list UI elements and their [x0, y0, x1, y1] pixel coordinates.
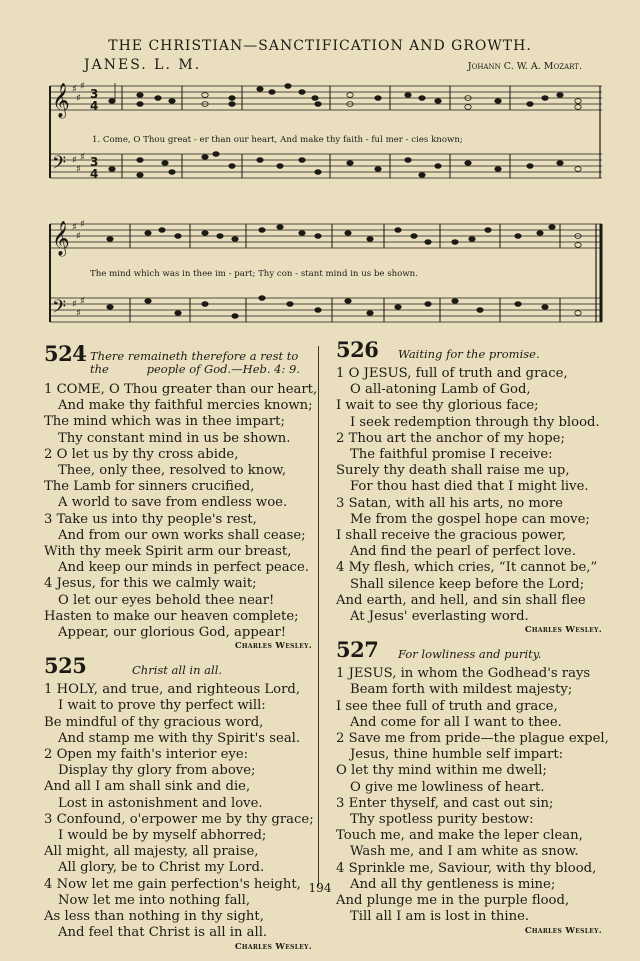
page-number: 194	[308, 881, 332, 895]
svg-text:3: 3	[90, 155, 99, 169]
hymn-subtitle: There remaineth therefore a rest to the	[90, 349, 299, 376]
verse-line: For thou hast died that I might live.	[350, 479, 589, 495]
verse-line: At Jesus' everlasting word.	[350, 609, 529, 625]
verse-line: I seek redemption through thy blood.	[350, 414, 600, 430]
column-divider	[318, 346, 319, 886]
verse-line: The Lamb for sinners crucified,	[44, 479, 255, 495]
treble-clef-icon: 𝄞	[52, 83, 70, 118]
hymn-subtitle: For lowliness and purity.	[398, 647, 542, 662]
verse-line: And come for all I want to thee.	[350, 714, 562, 730]
verse-line: 1 O JESUS, full of truth and grace,	[336, 366, 568, 381]
verse-line: 2 O let us by thy cross abide,	[44, 446, 239, 462]
hymn-524-header	[44, 341, 316, 382]
verse-line: Touch me, and make the leper clean,	[336, 828, 583, 844]
verse-line: Display thy glory from above;	[58, 763, 256, 779]
verse-line: 3 Confound, o'erpower me by thy grace;	[44, 811, 314, 827]
svg-text:♯: ♯	[72, 299, 77, 310]
tune-name: JANES. L. M.	[84, 57, 202, 73]
verse-line: Me from the gospel hope can move;	[350, 511, 590, 527]
hymn-527-header	[336, 637, 606, 666]
verse-line: 2 Save me from pride—the plague expel,	[336, 731, 609, 747]
verse-line: Beam forth with mildest majesty;	[350, 682, 573, 698]
verse-line: 3 Satan, with all his arts, no more	[336, 495, 563, 511]
verse-line: 1 JESUS, in whom the Godhead's rays	[336, 666, 591, 682]
treble-clef-icon: 𝄞	[52, 221, 70, 256]
verse-line: The faithful promise I receive:	[350, 447, 553, 463]
verse-line: Be mindful of thy gracious word,	[44, 714, 264, 730]
verse-line: And stamp me with thy Spirit's seal.	[58, 730, 301, 746]
hymn-author: Charles Wesley.	[524, 625, 602, 636]
verse-line: Appear, our glorious God, appear!	[58, 625, 287, 641]
verse-line: Till all I am is lost in thine.	[350, 909, 530, 925]
composer: Johann C. W. A. Mozart.	[467, 61, 582, 72]
staff-lines	[50, 86, 602, 322]
verse-line: I see thee full of truth and grace,	[336, 698, 558, 714]
svg-text:♯: ♯	[80, 296, 85, 307]
hymn-526-verses	[336, 366, 606, 625]
verse-line: Surely thy death shall raise me up,	[336, 463, 570, 479]
verse-line: I wait to see thy glorious face;	[336, 398, 539, 414]
verse-line: I wait to prove thy perfect will:	[58, 698, 266, 714]
verse-line: And find the pearl of perfect love.	[350, 544, 576, 560]
verse-line: Thy constant mind in us be shown.	[58, 430, 291, 446]
verse-line: Lost in astonishment and love.	[58, 795, 263, 811]
verse-line: And keep our minds in perfect peace.	[58, 560, 309, 576]
verse-line: I shall receive the gracious power,	[336, 528, 567, 544]
music-score	[40, 72, 610, 340]
svg-text:♯: ♯	[72, 84, 77, 95]
verse-line: 4 My flesh, which cries, “It cannot be,”	[336, 560, 598, 576]
verse-line: 2 Thou art the anchor of my hope;	[336, 430, 565, 446]
verse-line: And from our own works shall cease;	[58, 527, 306, 543]
svg-text:♯: ♯	[80, 152, 85, 163]
verse-line: And plunge me in the purple flood,	[336, 893, 570, 909]
hymn-number: 527	[336, 637, 379, 663]
verse-line: Now let me into nothing fall,	[58, 892, 251, 908]
verse-line: O give me lowliness of heart.	[350, 779, 545, 795]
hymn-subtitle: Waiting for the promise.	[398, 347, 540, 361]
hymn-526-header	[336, 337, 606, 366]
lyrics-line-1: 1. Come, O Thou great - er than our heart, And make thy faith - ful mer - cies known;	[92, 135, 463, 145]
bass-clef-icon: 𝄢	[52, 297, 67, 322]
bass-clef-icon: 𝄢	[52, 153, 67, 178]
verse-line: 4 Sprinkle me, Saviour, with thy blood,	[336, 860, 597, 876]
verse-line: O let thy mind within me dwell;	[336, 763, 547, 779]
bar-lines	[50, 86, 601, 322]
verse-line: And all thy gentleness is mine;	[350, 876, 556, 892]
verse-line: O let our eyes behold thee near!	[58, 592, 275, 608]
verse-line: 1 HOLY, and true, and righteous Lord,	[44, 682, 301, 698]
hymn-author: Charles Wesley.	[524, 925, 602, 936]
verse-line: And make thy faithful mercies known;	[58, 398, 313, 414]
verse-line: Thy spotless purity bestow:	[350, 812, 534, 828]
svg-text:♯: ♯	[76, 308, 81, 319]
verse-line: And all I am shall sink and die,	[44, 779, 251, 795]
svg-text:3: 3	[90, 87, 99, 101]
verse-line: And feel that Christ is all in all.	[58, 925, 268, 941]
verse-line: And earth, and hell, and sin shall flee	[336, 592, 586, 608]
svg-text:♯: ♯	[76, 164, 81, 175]
verse-line: 3 Take us into thy people's rest,	[44, 511, 257, 527]
svg-text:♯: ♯	[72, 222, 77, 233]
verse-line: A world to save from endless woe.	[58, 495, 288, 511]
hymn-number: 526	[336, 337, 379, 362]
verse-line: 1 COME, O Thou greater than our heart,	[44, 382, 318, 397]
svg-text:4: 4	[90, 167, 99, 181]
svg-text:4: 4	[90, 99, 99, 113]
hymn-524-verses	[44, 382, 316, 641]
verse-line: 3 Enter thyself, and cast out sin;	[336, 795, 554, 811]
svg-text:♯: ♯	[76, 231, 81, 242]
verse-line: Jesus, thine humble self impart:	[350, 747, 564, 763]
verse-line: All might, all majesty, all praise,	[44, 844, 259, 860]
verse-line: O all-atoning Lamb of God,	[350, 382, 531, 398]
hymn-subtitle-ref: people of God.—Heb. 4: 9.	[146, 362, 300, 376]
hymn-subtitle: Christ all in all.	[132, 663, 223, 678]
hymn-author: Charles Wesley.	[234, 641, 312, 652]
section-title: THE CHRISTIAN—SANCTIFICATION AND GROWTH.	[108, 38, 532, 54]
verse-line: With thy meek Spirit arm our breast,	[44, 544, 292, 560]
verse-line: 2 Open my faith's interior eye:	[44, 747, 249, 763]
right-column	[336, 337, 609, 945]
verse-line: Wash me, and I am white as snow.	[350, 844, 579, 860]
verse-line: As less than nothing in thy sight,	[44, 909, 264, 925]
hymn-number: 525	[44, 653, 87, 679]
verse-line: 4 Now let me gain perfection's height,	[44, 876, 301, 892]
verse-line: Shall silence keep before the Lord;	[350, 576, 585, 592]
verse-line: Thee, only thee, resolved to know,	[58, 463, 287, 479]
verse-line: 4 Jesus, for this we calmly wait;	[44, 576, 257, 592]
hymn-525-verses	[44, 682, 316, 941]
svg-text:♯: ♯	[80, 81, 85, 92]
verse-line: Hasten to make our heaven complete;	[44, 608, 299, 624]
left-column	[44, 341, 318, 961]
hymn-author: Charles Wesley.	[234, 941, 312, 952]
hymn-525-header	[44, 653, 316, 682]
verse-line: I would be by myself abhorred;	[58, 828, 267, 844]
svg-text:♯: ♯	[80, 219, 85, 230]
svg-text:♯: ♯	[72, 155, 77, 166]
verse-line: All glory, be to Christ my Lord.	[58, 860, 265, 876]
svg-text:♯: ♯	[76, 93, 81, 104]
lyrics-line-2: The mind which was in thee im - part; Thy con - stant mind in us be shown.	[90, 269, 418, 279]
verse-line: The mind which was in thee impart;	[44, 414, 285, 430]
hymn-number: 524	[44, 341, 87, 366]
